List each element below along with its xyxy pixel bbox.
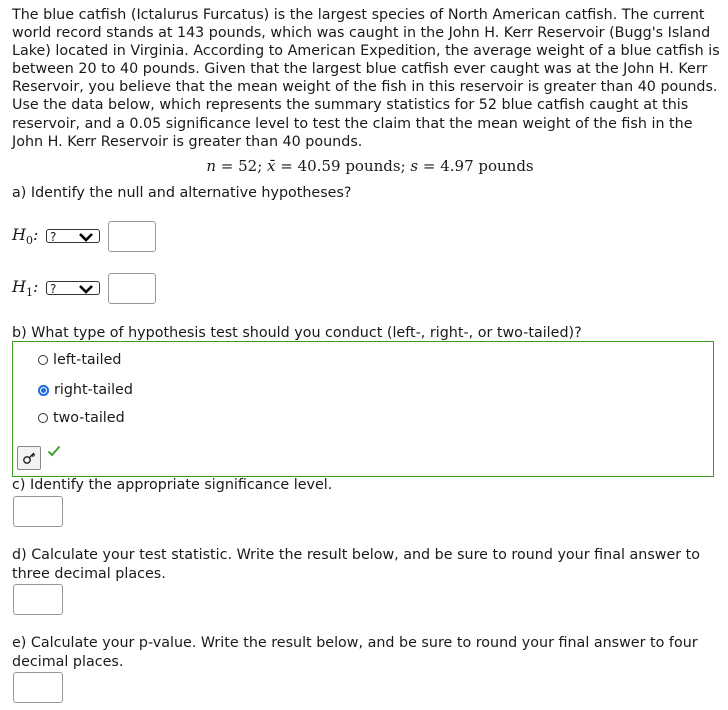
test-statistic-input[interactable] — [13, 584, 63, 615]
alternative-hypothesis-row — [12, 273, 156, 303]
question-a: a) Identify the null and alternative hypotheses? — [12, 185, 352, 201]
radio-left-tailed[interactable] — [38, 355, 48, 365]
h0-subscript: 0 — [25, 234, 33, 248]
h1-subscript: 1 — [25, 286, 33, 300]
alternative-hypothesis-label — [12, 277, 46, 299]
s-symbol: s — [410, 157, 419, 175]
h0-letter: H — [12, 224, 26, 244]
option-left-tailed[interactable] — [38, 352, 122, 368]
summary-statistics — [0, 157, 728, 175]
option-two-tailed-label: two-tailed — [53, 410, 125, 426]
radio-two-tailed[interactable] — [38, 413, 48, 423]
question-c: c) Identify the appropriate significance level. — [12, 477, 333, 493]
option-two-tailed[interactable] — [38, 410, 125, 426]
s-value: = 4.97 pounds — [418, 157, 534, 175]
question-d: d) Calculate your test statistic. Write the result below, and be sure to round your final answer to three decimal places. — [12, 547, 701, 582]
key-button[interactable] — [17, 446, 41, 470]
p-value-input[interactable] — [13, 672, 63, 703]
chevron-down-icon — [76, 283, 96, 295]
option-left-tailed-label: left-tailed — [53, 352, 122, 368]
option-right-tailed-label: right-tailed — [54, 382, 133, 398]
question-b: b) What type of hypothesis test should you conduct (left-, right-, or two-tailed)? — [12, 325, 582, 341]
problem-intro: The blue catfish (Ictalurus Furcatus) is the largest species of North American catfish. The current world record stands at 143 pounds, which was caught in the John H. Kerr Reservoir (Bugg's Island Lake) located in Virginia. According to American Expedition, the average weight of a blue catfish is between 20 to 40 pounds. Given that the largest blue catfish ever caught was at the John H. Kerr Reservoir, you believe that the mean weight of the fish in this reservoir is greater than 40 pounds. Use the data below, which represents the summary statistics for 52 blue catfish caught at this reservoir, and a 0.05 significance level to test the claim that the mean weight of the fish in the John H. Kerr Reservoir is greater than 40 pounds. — [12, 7, 720, 150]
null-hypothesis-label — [12, 225, 46, 247]
h0-colon: : — [32, 224, 39, 244]
option-right-tailed[interactable] — [38, 382, 133, 398]
question-e: e) Calculate your p-value. Write the result below, and be sure to round your final answer to four decimal places. — [12, 635, 698, 670]
chevron-down-icon — [76, 231, 96, 243]
null-hypothesis-row — [12, 221, 156, 251]
null-hypothesis-value-input[interactable] — [108, 221, 156, 252]
h1-colon: : — [32, 276, 39, 296]
xbar-value: = 40.59 pounds; — [275, 157, 411, 175]
null-hypothesis-operator-select[interactable] — [46, 229, 100, 243]
alternative-hypothesis-value-input[interactable] — [108, 273, 156, 304]
h1-letter: H — [12, 276, 26, 296]
radio-right-tailed[interactable] — [38, 385, 49, 396]
key-icon — [18, 447, 40, 469]
h0-select-value: ? — [50, 230, 57, 244]
n-value: = 52; — [216, 157, 268, 175]
h1-select-value: ? — [50, 282, 57, 296]
check-icon — [47, 444, 61, 458]
significance-level-input[interactable] — [13, 496, 63, 527]
xbar-symbol: x̄ — [267, 157, 276, 175]
n-symbol: n — [206, 157, 217, 175]
alternative-hypothesis-operator-select[interactable] — [46, 281, 100, 295]
